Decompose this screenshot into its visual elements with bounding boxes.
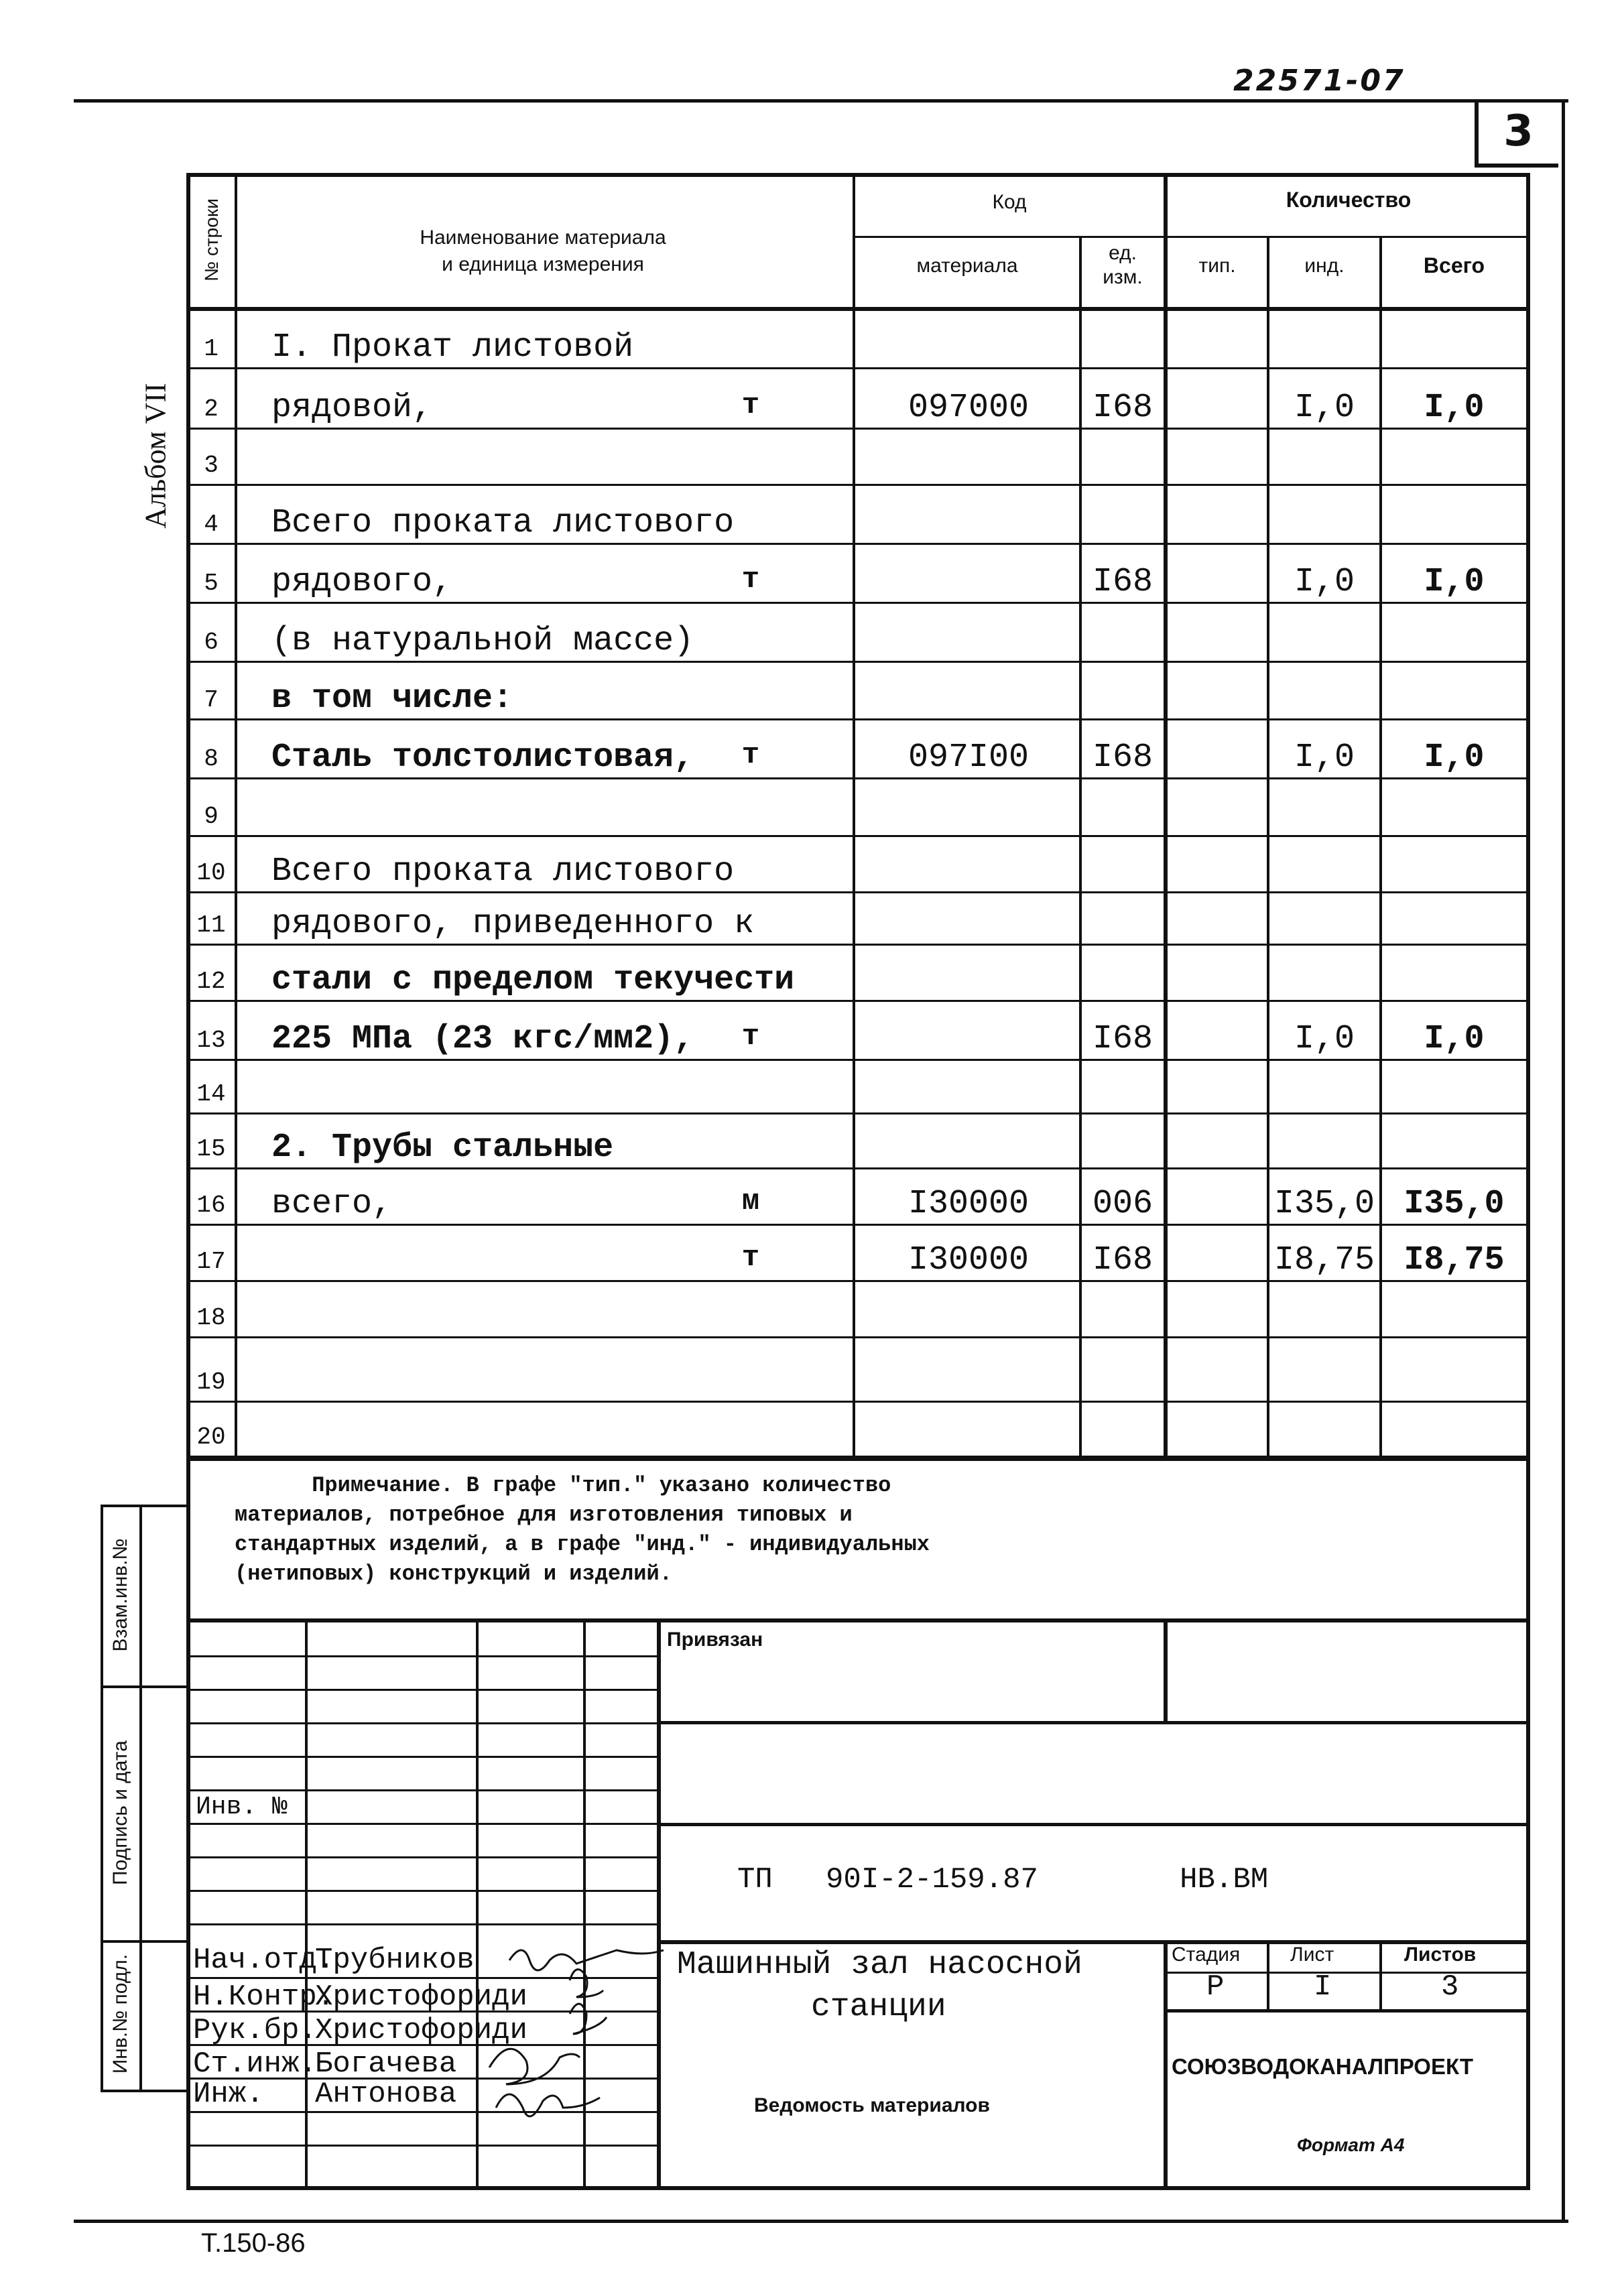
side-stamp-outer [101, 1505, 103, 2091]
row-qty-total: I8,75 [1403, 1241, 1505, 1279]
side-label-inv-podl: Инв.№ подл. [109, 1954, 131, 2074]
row-qty-total: I,0 [1424, 563, 1485, 601]
row-line [186, 835, 1530, 837]
tb-right-line1 [657, 1721, 1530, 1724]
tb-project-code: ТП 90I-2-159.87 НВ.ВМ [737, 1863, 1269, 1897]
row-number: 18 [196, 1304, 226, 1332]
format-label: Формат А4 [1297, 2134, 1405, 2155]
tb-right-line3 [657, 1940, 1530, 1944]
row-line [186, 1000, 1530, 1002]
row-line [186, 1112, 1530, 1114]
note-text: Примечание. В графе "тип." указано количество материалов, потребное для изготовления типовых и стандартных изделий, а в графе "инд." - индивидуальных (нетиповых) конструкций и изделий. [235, 1473, 930, 1586]
row-material-name: Всего проката листового [271, 852, 735, 891]
header-bottom-line [186, 307, 1530, 311]
row-qty-ind: I35,0 [1273, 1185, 1375, 1223]
row-material-name: (в натуральной массе) [271, 622, 694, 660]
staff-name: Трубников [315, 1943, 475, 1977]
row-number: 10 [196, 859, 226, 887]
row-code-unit: 006 [1092, 1185, 1153, 1223]
row-number: 14 [196, 1080, 226, 1108]
row-number: 19 [196, 1368, 226, 1396]
row-qty-total: I,0 [1424, 1020, 1485, 1058]
row-number: 20 [196, 1423, 226, 1451]
tb-title-line1: Машинный зал насосной [677, 1947, 1082, 1983]
row-code-material: I30000 [908, 1241, 1030, 1279]
row-line [186, 777, 1530, 779]
side-stamp-top [101, 1505, 188, 1507]
col-line-rowno [235, 173, 237, 1460]
row-material-name: рядового, [271, 563, 453, 601]
row-material-name: 225 МПа (23 кгс/мм2), [271, 1020, 694, 1058]
row-line [186, 891, 1530, 893]
row-number: 12 [196, 968, 226, 995]
row-number: 17 [196, 1248, 226, 1275]
staff-name: Христофориди [315, 1980, 527, 2014]
row-code-unit: I68 [1092, 739, 1153, 777]
row-line [186, 428, 1530, 430]
row-line [186, 602, 1530, 604]
row-number: 6 [204, 629, 219, 656]
title-block-grid-line [186, 1890, 657, 1892]
row-line [186, 661, 1530, 663]
row-number: 3 [204, 452, 219, 479]
title-block-grid-line [186, 1655, 657, 1657]
row-line [186, 1280, 1530, 1282]
row-qty-ind: I8,75 [1273, 1241, 1375, 1279]
sheet-number-box: 3 [1475, 101, 1558, 168]
title-block-grid-line [186, 1789, 657, 1791]
row-number: 13 [196, 1027, 226, 1054]
header-mid-line [853, 236, 1530, 238]
side-stamp-div2 [101, 1940, 188, 1943]
header-qty-ind: инд. [1304, 255, 1345, 277]
note-top-line [186, 1456, 1530, 1461]
row-line [186, 367, 1530, 369]
row-material-name: стали с пределом текучести [271, 961, 795, 999]
staff-role: Нач.отд. [193, 1943, 335, 1977]
header-material-name: Наименование материала и единица измерения [420, 227, 666, 275]
side-label-vzam: Взам.инв.№ [109, 1538, 131, 1652]
header-code-unit: ед. изм. [1103, 242, 1143, 288]
row-line [186, 1401, 1530, 1403]
row-qty-ind: I,0 [1294, 389, 1355, 427]
tb-top-line [186, 1618, 1530, 1622]
row-unit-of-measure: т [741, 563, 760, 596]
row-number: 7 [204, 686, 219, 714]
tb-stage-col [1164, 1940, 1168, 2190]
row-material-name: 2. Трубы стальные [271, 1129, 614, 1167]
title-block-grid-line [186, 1689, 657, 1691]
row-unit-of-measure: т [741, 389, 760, 422]
row-unit-of-measure: т [741, 1020, 760, 1054]
side-stamp-inner [139, 1505, 142, 2091]
tb-privyazan: Привязан [667, 1629, 763, 1651]
document-number: 22571-07 [1233, 64, 1406, 98]
row-qty-ind: I,0 [1294, 563, 1355, 601]
staff-name: Христофориди [315, 2014, 527, 2047]
row-number: 5 [204, 570, 219, 597]
title-block-grid-line [186, 1823, 657, 1825]
row-number: 1 [204, 335, 219, 363]
row-material-name: в том числе: [271, 680, 513, 718]
row-qty-ind: I,0 [1294, 739, 1355, 777]
row-number: 11 [196, 911, 226, 939]
row-code-unit: I68 [1092, 389, 1153, 427]
tb-stage-label: Стадия [1172, 1943, 1241, 1966]
col-line-unit [1164, 173, 1168, 1460]
tb-title-line2: станции [811, 1989, 946, 2025]
col-line-name [853, 173, 855, 1460]
staff-name: Богачева [315, 2047, 457, 2081]
row-line [186, 1224, 1530, 1226]
tb-sheet-label: Лист [1290, 1943, 1334, 1966]
tb-right-line2 [657, 1823, 1530, 1826]
row-line [186, 484, 1530, 486]
row-code-material: 097I00 [908, 739, 1030, 777]
tb-privyazan-divider [1164, 1618, 1168, 1722]
header-qty-typ: тип. [1198, 255, 1236, 277]
bottom-rule [74, 2220, 1568, 2223]
row-code-material: 097000 [908, 389, 1030, 427]
right-margin-line [1562, 99, 1565, 2223]
row-material-name: всего, [271, 1185, 393, 1223]
row-code-material: I30000 [908, 1185, 1030, 1223]
row-number: 9 [204, 803, 219, 830]
staff-role: Ст.инж. [193, 2047, 317, 2081]
header-qty-total: Всего [1423, 253, 1485, 277]
row-qty-total: I35,0 [1403, 1185, 1505, 1223]
row-material-name: Всего проката листового [271, 504, 735, 542]
row-number: 16 [196, 1192, 226, 1219]
row-code-unit: I68 [1092, 1020, 1153, 1058]
header-row-number: № строки [201, 198, 222, 281]
row-line [186, 543, 1530, 545]
side-stamp-bottom [101, 2090, 188, 2092]
album-label: Альбом VII [139, 383, 172, 529]
header-quantity: Количество [1286, 188, 1412, 212]
row-code-unit: I68 [1092, 1241, 1153, 1279]
tb-stage-sep1 [1267, 1940, 1269, 2011]
row-qty-total: I,0 [1424, 739, 1485, 777]
row-line [186, 1059, 1530, 1061]
row-code-unit: I68 [1092, 563, 1153, 601]
row-qty-total: I,0 [1424, 389, 1485, 427]
tb-stage-sep2 [1379, 1940, 1382, 2011]
tb-stage-value: Р [1206, 1970, 1225, 2004]
row-unit-of-measure: т [741, 739, 760, 772]
row-line [186, 718, 1530, 720]
row-material-name: Сталь толстолистовая, [271, 739, 694, 777]
title-block-grid-line [186, 1722, 657, 1724]
row-material-name: рядового, приведенного к [271, 905, 755, 943]
tb-organization: СОЮЗВОДОКАНАЛПРОЕКТ [1172, 2054, 1474, 2079]
row-material-name: рядовой, [271, 389, 433, 427]
staff-role: Н.Контр. [193, 1980, 335, 2014]
staff-role: Инж. [193, 2078, 264, 2111]
header-code-material: материала [916, 255, 1018, 277]
row-qty-ind: I,0 [1294, 1020, 1355, 1058]
row-number: 2 [204, 395, 219, 423]
tb-left-col1 [305, 1618, 308, 2190]
row-line [186, 1167, 1530, 1169]
row-line [186, 1336, 1530, 1338]
row-number: 15 [196, 1135, 226, 1163]
title-block-grid-line [186, 1856, 657, 1858]
side-stamp-div1 [101, 1685, 188, 1688]
row-unit-of-measure: т [741, 1241, 760, 1275]
form-code-footer: Т.150-86 [201, 2228, 306, 2258]
tb-sheet-value: I [1314, 1970, 1332, 2004]
row-number: 8 [204, 745, 219, 773]
row-line [186, 944, 1530, 946]
title-block-grid-line [186, 1756, 657, 1758]
tb-stage-bottom [1164, 2009, 1530, 2013]
tb-sheets-value: 3 [1441, 1970, 1459, 2004]
row-unit-of-measure: м [741, 1185, 760, 1218]
staff-name: Антонова [315, 2078, 457, 2111]
row-number: 4 [204, 511, 219, 538]
tb-sheets-label: Листов [1404, 1943, 1477, 1966]
staff-role: Рук.бр. [193, 2014, 317, 2047]
row-material-name: I. Прокат листовой [271, 328, 634, 367]
header-code: Код [992, 191, 1027, 213]
top-rule [74, 99, 1568, 103]
title-block-grid-line [186, 1923, 657, 1925]
signature-scribbles [469, 1940, 670, 2190]
tb-inv-no: Инв. № [196, 1793, 288, 1822]
side-label-podpis: Подпись и дата [109, 1740, 131, 1885]
tb-subtitle: Ведомость материалов [754, 2094, 990, 2116]
